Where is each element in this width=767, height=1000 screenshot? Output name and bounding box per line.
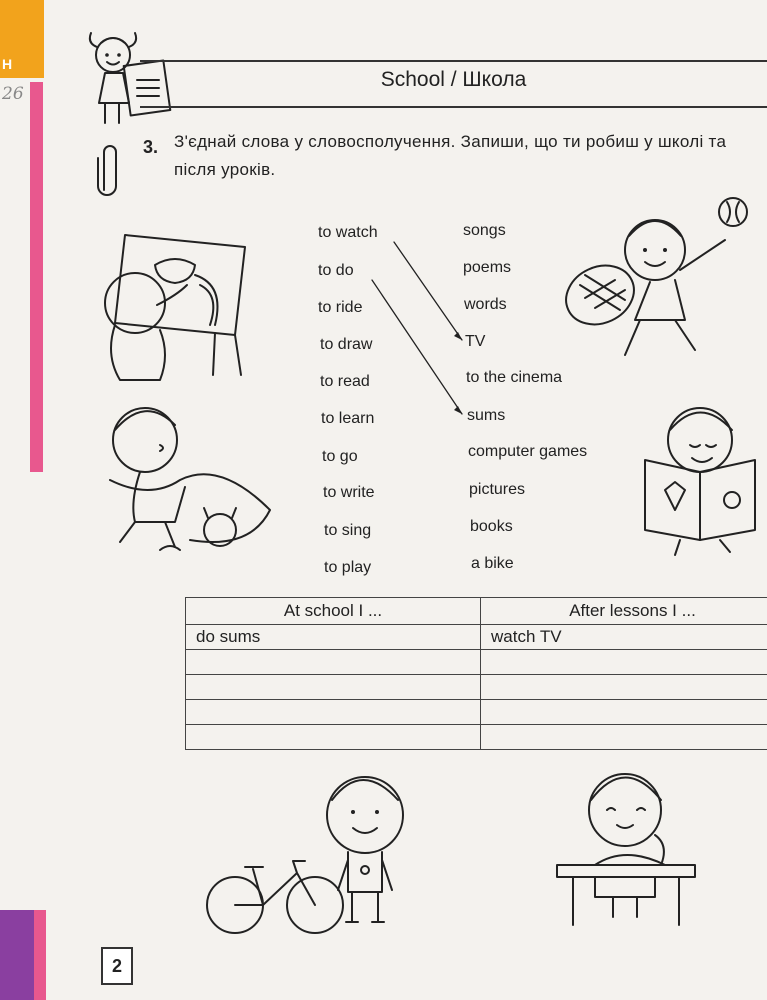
table-row bbox=[186, 700, 767, 725]
exercise-number: 3. bbox=[143, 137, 159, 157]
verb-item: to sing bbox=[324, 522, 372, 539]
answer-cell[interactable] bbox=[186, 650, 481, 675]
answer-cell[interactable] bbox=[186, 725, 481, 750]
table-row bbox=[186, 675, 767, 700]
page-title: School / Школа bbox=[380, 68, 527, 91]
verb-item: to write bbox=[323, 484, 375, 501]
arrow-do-sums bbox=[372, 280, 462, 414]
verb-item: to ride bbox=[318, 299, 363, 316]
answer-table bbox=[185, 597, 767, 750]
object-item: a bike bbox=[471, 555, 514, 572]
object-item: poems bbox=[463, 259, 512, 276]
answer-cell[interactable]: do sums bbox=[186, 625, 481, 650]
boy-at-desk-illustration bbox=[555, 765, 700, 930]
verb-item: to read bbox=[320, 373, 370, 390]
answer-cell[interactable] bbox=[481, 725, 767, 750]
table-header-after-lessons: After lessons I ... bbox=[481, 598, 767, 625]
answer-cell[interactable] bbox=[186, 700, 481, 725]
object-item: TV bbox=[465, 333, 486, 350]
margin-note: 26 bbox=[2, 84, 24, 104]
table-row bbox=[186, 650, 767, 675]
object-item: words bbox=[464, 296, 507, 313]
table-row bbox=[186, 625, 767, 650]
answer-cell[interactable] bbox=[481, 675, 767, 700]
chapter-tab-letter: H bbox=[2, 56, 13, 72]
boy-standing-illustration bbox=[320, 770, 410, 935]
verb-item: to learn bbox=[321, 410, 375, 427]
page-number: 2 bbox=[101, 947, 133, 985]
answer-cell[interactable] bbox=[481, 650, 767, 675]
verb-item: to go bbox=[322, 448, 358, 465]
boy-playing-trains-illustration bbox=[100, 400, 280, 570]
object-item: books bbox=[470, 518, 513, 535]
object-item: sums bbox=[467, 407, 506, 424]
verb-item: to do bbox=[318, 262, 354, 279]
arrow-watch-tv bbox=[394, 242, 462, 340]
answer-cell[interactable] bbox=[186, 675, 481, 700]
object-item: songs bbox=[463, 222, 506, 239]
verb-item: to draw bbox=[320, 336, 373, 353]
verb-item: to watch bbox=[318, 224, 378, 241]
exercise-instruction: З'єднай слова у словосполучення. Запиши, що ти робиш у школі та після уроків. bbox=[174, 132, 727, 179]
boy-reading-illustration bbox=[640, 400, 760, 560]
boy-drawing-illustration bbox=[95, 225, 255, 385]
verb-item: to play bbox=[324, 559, 372, 576]
object-item: computer games bbox=[468, 443, 588, 460]
boy-tennis-illustration bbox=[555, 190, 755, 365]
table-header-at-school: At school I ... bbox=[186, 598, 481, 625]
table-row bbox=[186, 725, 767, 750]
object-item: pictures bbox=[469, 481, 526, 498]
answer-cell[interactable] bbox=[481, 700, 767, 725]
answer-cell[interactable]: watch TV bbox=[481, 625, 767, 650]
object-item: to the cinema bbox=[466, 369, 563, 386]
